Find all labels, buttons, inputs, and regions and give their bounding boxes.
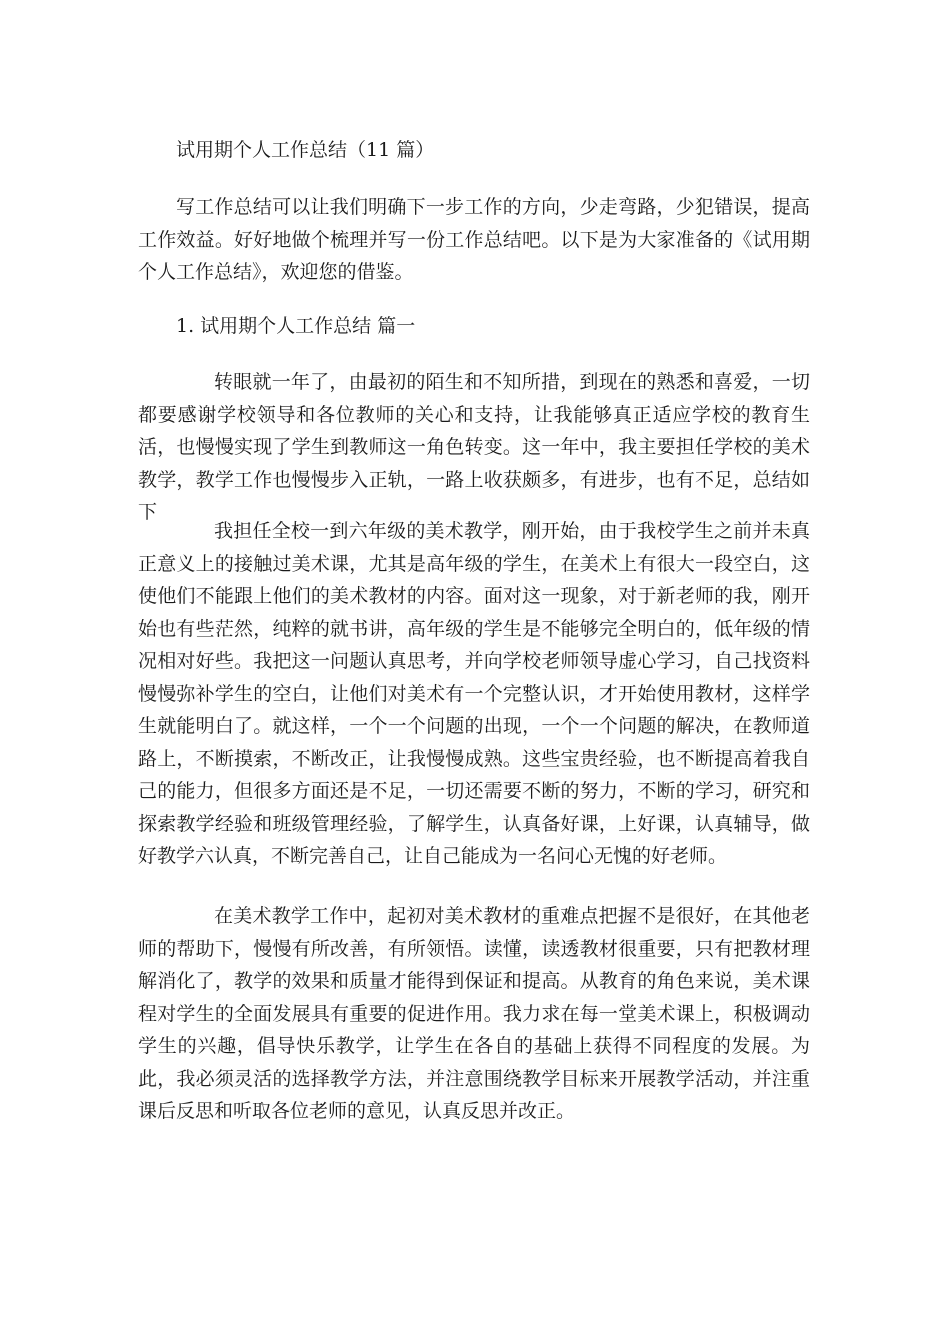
body-paragraph-1: 转眼就一年了，由最初的陌生和不知所措，到现在的熟悉和喜爱，一切都要感谢学校领导和各位教师的关心和支持，让我能够真正适应学校的教育生活，也慢慢实现了学生到教师这一角色转变。这一年中，我主要担任学校的美术教学，教学工作也慢慢步入正轨，一路上收获颇多，有进步，也有不足，总结如下 (138, 371, 810, 523)
body-paragraph-3: 在美术教学工作中，起初对美术教材的重难点把握不是很好，在其他老师的帮助下，慢慢有所改善，有所领悟。读懂，读透教材很重要，只有把教材理解消化了，教学的效果和质量才能得到保证和提高。从教育的角色来说，美术课程对学生的全面发展具有重要的促进作用。我力求在每一堂美术课上，积极调动学生的兴趣，倡导快乐教学，让学生在各自的基础上获得不同程度的发展。为此，我必须灵活的选择教学方法，并注意围绕教学目标来开展教学活动，并注重课后反思和听取各位老师的意见，认真反思并改正。 (138, 905, 810, 1122)
document-title: 试用期个人工作总结（11 篇） (176, 139, 435, 161)
body-paragraph-2: 我担任全校一到六年级的美术教学，刚开始，由于我校学生之前并未真正意义上的接触过美术课，尤其是高年级的学生，在美术上有很大一段空白，这使他们不能跟上他们的美术教材的内容。面对这一现象，对于新老师的我，刚开始也有些茫然，纯粹的就书讲，高年级的学生是不能够完全明白的，低年级的情况相对好些。我把这一问题认真思考，并向学校老师领导虚心学习，自己找资料慢慢弥补学生的空白，让他们对美术有一个完整认识，才开始使用教材，这样学生就能明白了。就这样，一个一个问题的出现，一个一个问题的解决，在教师道路上，不断摸索，不断改正，让我慢慢成熟。这些宝贵经验，也不断提高着我自己的能力，但很多方面还是不足，一切还需要不断的努力，不断的学习，研究和探索教学经验和班级管理经验，了解学生，认真备好课，上好课，认真辅导，做好教学六认真，不断完善自己，让自己能成为一名问心无愧的好老师。 (138, 520, 810, 867)
intro-paragraph: 写工作总结可以让我们明确下一步工作的方向，少走弯路，少犯错误，提高工作效益。好好地做个梳理并写一份工作总结吧。以下是为大家准备的《试用期个人工作总结》，欢迎您的借鉴。 (138, 196, 810, 283)
section-heading: 1. 试用期个人工作总结 篇一 (176, 315, 416, 337)
